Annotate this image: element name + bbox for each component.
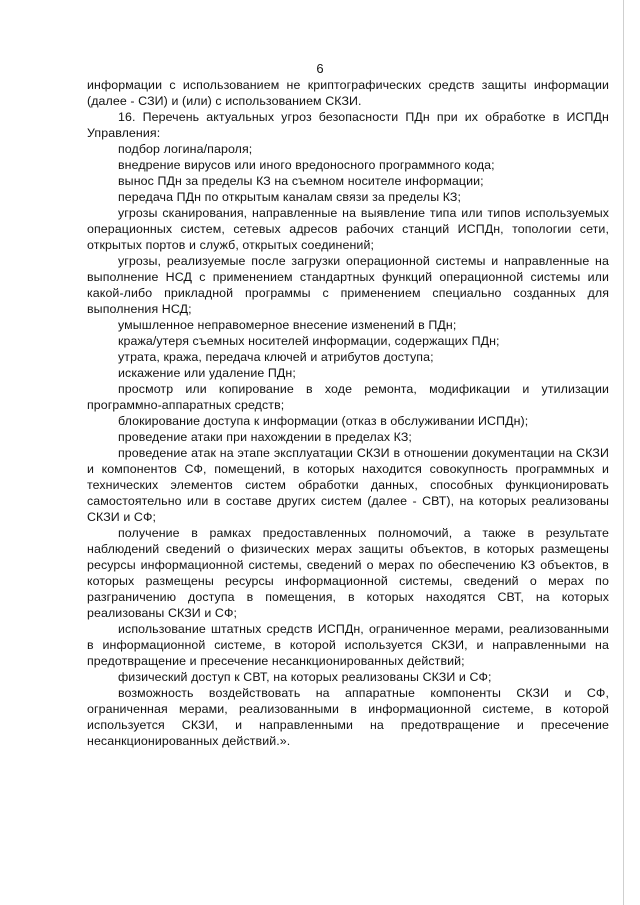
paragraph: просмотр или копирование в ходе ремонта, модификации и утилизации программно-аппаратных средств; bbox=[87, 382, 609, 412]
paragraph: угрозы сканирования, направленные на выявление типа или типов используемых операционных систем, сетевых адресов рабочих станций ИСПДн, топологии сети, открытых портов и служб, открытых соединений; bbox=[87, 206, 609, 252]
paragraph: искажение или удаление ПДн; bbox=[118, 366, 296, 380]
page-edge bbox=[623, 0, 624, 905]
paragraph: угрозы, реализуемые после загрузки операционной системы и направленные на выполнение НСД с применением стандартных функций операционной системы или какой-либо прикладной программы с применением специально созданных для выполнения НСД; bbox=[87, 254, 609, 316]
paragraph: внедрение вирусов или иного вредоносного программного кода; bbox=[118, 158, 495, 172]
paragraph: использование штатных средств ИСПДн, ограниченное мерами, реализованными в информационной системе, в которой используется СКЗИ, и направленными на предотвращение и пресечение несанкционированных действий; bbox=[87, 622, 609, 668]
paragraph: утрата, кража, передача ключей и атрибутов доступа; bbox=[118, 350, 434, 364]
paragraph: передача ПДн по открытым каналам связи за пределы КЗ; bbox=[118, 190, 462, 204]
paragraph: проведение атак на этапе эксплуатации СКЗИ в отношении документации на СКЗИ и компонентов СФ, помещений, в которых находится совокупность программных и технических элементов систем обработки данных, способных функционировать самостоятельно или в составе других систем (далее - СВТ), на которых реализованы СКЗИ и СФ; bbox=[87, 446, 609, 524]
paragraph: физический доступ к СВТ, на которых реализованы СКЗИ и СФ; bbox=[118, 670, 492, 684]
paragraph: возможность воздействовать на аппаратные компоненты СКЗИ и СФ, ограниченная мерами, реализованными в информационной системе, в которой используется СКЗИ, и направленными на предотвращение и пресечение несанкционированных действий.». bbox=[87, 686, 609, 748]
paragraph: информации с использованием не криптографических средств защиты информации (далее - СЗИ) и (или) с использованием СКЗИ. bbox=[87, 78, 609, 108]
paragraph: кража/утеря съемных носителей информации, содержащих ПДн; bbox=[118, 334, 500, 348]
paragraph: 16. Перечень актуальных угроз безопасности ПДн при их обработке в ИСПДн Управления: bbox=[87, 110, 609, 140]
paragraph: проведение атаки при нахождении в пределах КЗ; bbox=[118, 430, 412, 444]
page-number: 6 bbox=[316, 61, 324, 76]
paragraph: блокирование доступа к информации (отказ в обслуживании ИСПДн); bbox=[118, 414, 529, 428]
document-body bbox=[87, 77, 609, 749]
paragraph: подбор логина/пароля; bbox=[118, 142, 253, 156]
paragraph: получение в рамках предоставленных полномочий, а также в результате наблюдений сведений о физических мерах защиты объектов, в которых размещены ресурсы информационной системы, сведений о мерах по обеспечению КЗ объектов, в которых размещены ресурсы информационной системы, сведений о мерах по разграничению доступа в помещения, в которых находятся СВТ, на которых реализованы СКЗИ и СФ; bbox=[87, 526, 609, 620]
paragraph: вынос ПДн за пределы КЗ на съемном носителе информации; bbox=[118, 174, 484, 188]
paragraph: умышленное неправомерное внесение изменений в ПДн; bbox=[118, 318, 457, 332]
